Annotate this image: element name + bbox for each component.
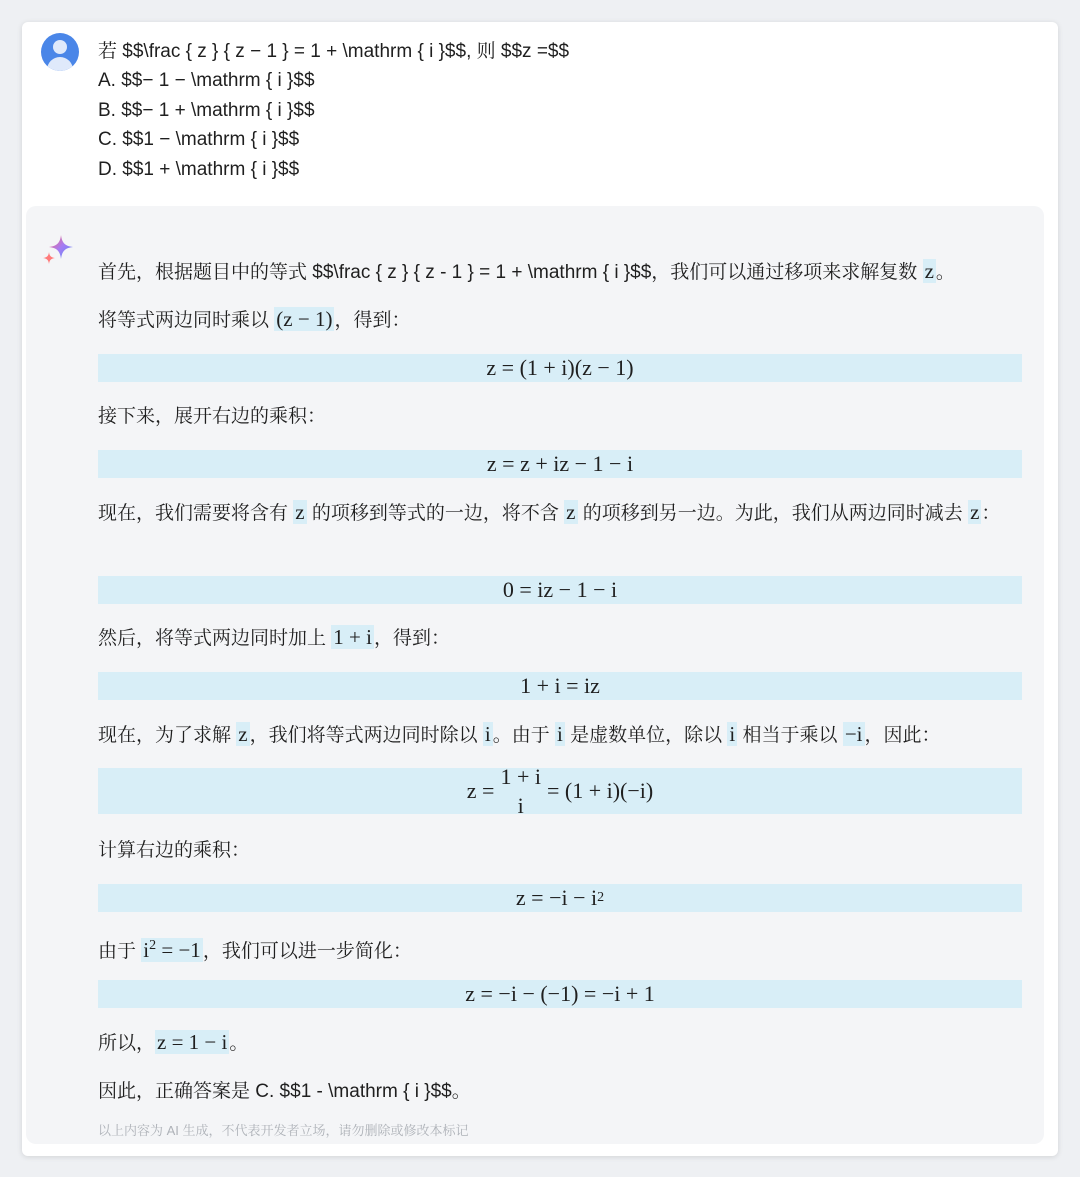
equation-3: 0 = iz − 1 − i — [98, 576, 1022, 604]
step-simplify: 由于 $i^2 = -1$ ，我们可以进一步简化： — [98, 938, 412, 962]
ai-disclaimer: 以上内容为 AI 生成，不代表开发者立场，请勿删除或修改本标记 — [98, 1123, 469, 1138]
step-rearrange: 现在，我们需要将含有 z 的项移到等式的一边，将不含 z 的项移到另一边。为此，我们从两边同时减去 z ： — [98, 500, 1001, 524]
step-add: 然后，将等式两边同时加上 1 + i ，得到： — [98, 625, 450, 649]
step-divide: 现在，为了求解 z ，我们将等式两边同时除以 i 。由于 i 是虚数单位，除以 i 相当于乘以 −i ，因此： — [98, 722, 941, 746]
equation-1: z = (1 + i)(z − 1) — [98, 354, 1022, 382]
step-intro: 首先，根据题目中的等式 $$\frac { z } { z - 1 } = 1 + \mathrm { i }$$，我们可以通过移项来求解复数 z 。 — [98, 259, 955, 283]
equation-6: z = −i − i 2 — [98, 884, 1022, 912]
step-multiply: 将等式两边同时乘以 (z − 1) ，得到： — [98, 307, 411, 331]
user-message — [22, 22, 1058, 206]
chat-card — [22, 22, 1058, 1156]
step-compute: 计算右边的乘积： — [98, 840, 251, 861]
sparkle-icon — [42, 232, 76, 266]
user-question — [98, 37, 569, 184]
user-avatar-icon — [41, 33, 79, 71]
option-a: A. $$− 1 − \mathrm { i }$$ — [98, 70, 315, 92]
option-d: D. $$1 + \mathrm { i }$$ — [98, 158, 300, 180]
option-c: C. $$1 − \mathrm { i }$$ — [98, 129, 300, 151]
equation-7: z = −i − (−1) = −i + 1 — [98, 980, 1022, 1008]
equation-2: z = z + iz − 1 − i — [98, 450, 1022, 478]
question-stem: 若 $$\frac { z } { z − 1 } = 1 + \mathrm { i }$$, 则 $$z =$$ — [98, 41, 570, 62]
fraction: 1 + i i — [500, 763, 541, 818]
step-expand: 接下来，展开右边的乘积： — [98, 406, 327, 427]
assistant-message — [26, 206, 1044, 1144]
equation-4: 1 + i = iz — [98, 672, 1022, 700]
final-answer: 因此，正确答案是 C. $$1 - \mathrm { i }$$。 — [98, 1081, 471, 1102]
step-result: 所以，z = 1 − i 。 — [98, 1030, 249, 1054]
option-b: B. $$− 1 + \mathrm { i }$$ — [98, 99, 315, 121]
i-squared: $i^2 = -1$ — [143, 938, 201, 962]
equation-5: z = 1 + i i = (1 + i)(−i) — [98, 768, 1022, 814]
